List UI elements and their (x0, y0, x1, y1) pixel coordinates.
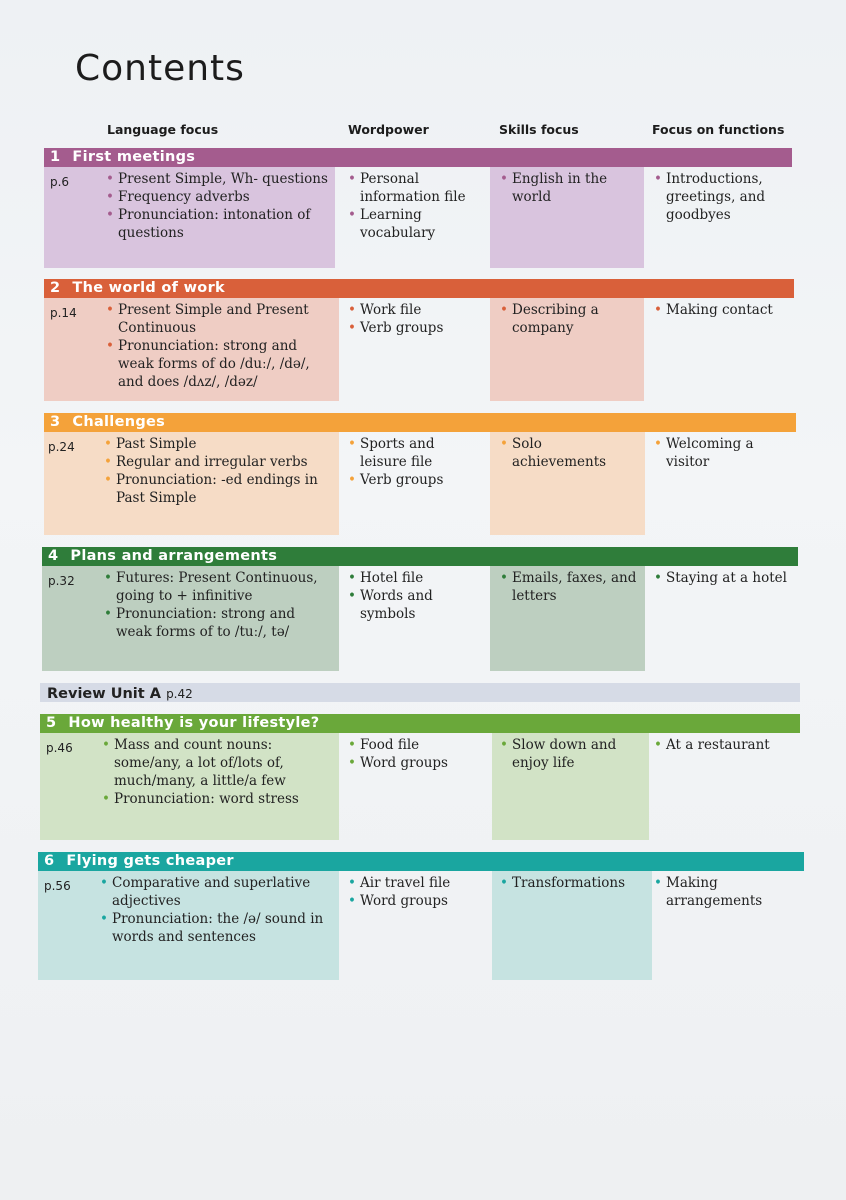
unit-page-number: p.46 (46, 741, 73, 755)
language-list (104, 569, 332, 641)
unit-title-bar (44, 413, 796, 432)
unit-page-number: p.6 (50, 175, 70, 189)
unit-title-bar (42, 547, 798, 566)
wordpower-list (348, 435, 480, 489)
skills-item: • Solo achievements (500, 435, 640, 471)
wordpower-item: • Hotel file (348, 569, 480, 587)
wordpower-list (348, 736, 480, 772)
skills-list (500, 435, 640, 471)
unit-title: Challenges (72, 414, 166, 430)
language-list (100, 874, 328, 946)
unit-title: Plans and arrangements (70, 548, 278, 564)
unit-number: 2 (50, 280, 61, 296)
functions-item: • Staying at a hotel (654, 569, 794, 587)
unit-page-number: p.14 (50, 306, 77, 320)
language-item: • Present Simple, Wh- questions (106, 170, 334, 188)
language-item: • Regular and irregular verbs (104, 453, 332, 471)
unit-number: 3 (50, 414, 61, 430)
unit-title-bar (44, 279, 794, 298)
wordpower-list (348, 874, 480, 910)
functions-list (654, 170, 794, 224)
unit-title-bar (44, 148, 792, 167)
functions-item: • Welcoming a visitor (654, 435, 794, 471)
skills-item: • Slow down and enjoy life (500, 736, 640, 772)
wordpower-item: • Verb groups (348, 319, 480, 337)
language-list (106, 301, 334, 391)
wordpower-list (348, 170, 480, 242)
language-item: • Mass and count nouns: some/any, a lot of/lots of, much/many, a little/a few (102, 736, 330, 790)
functions-list (654, 874, 794, 910)
skills-item: • English in the world (500, 170, 640, 206)
skills-item: • Describing a company (500, 301, 640, 337)
review-unit-row (40, 683, 800, 702)
language-list (104, 435, 332, 507)
skills-item: • Emails, faxes, and letters (500, 569, 640, 605)
wordpower-item: • Personal information file (348, 170, 480, 206)
wordpower-item: • Words and symbols (348, 587, 480, 623)
language-item: • Pronunciation: strong and weak forms of do /duː/, /də/, and does /dʌz/, /dəz/ (106, 337, 334, 391)
functions-list (654, 435, 794, 471)
functions-list (654, 569, 794, 587)
unit-title-bar (38, 852, 804, 871)
unit-title: First meetings (72, 149, 196, 165)
unit-title: Flying gets cheaper (66, 853, 234, 869)
unit-page-number: p.32 (48, 574, 75, 588)
review-unit-page: p.42 (166, 687, 193, 701)
wordpower-list (348, 569, 480, 623)
unit-page-number: p.24 (48, 440, 75, 454)
wordpower-item: • Learning vocabulary (348, 206, 480, 242)
skills-item: • Transformations (500, 874, 640, 892)
functions-item: • At a restaurant (654, 736, 794, 754)
unit-number: 4 (48, 548, 59, 564)
skills-list (500, 170, 640, 206)
column-header-wordpower: Wordpower (348, 122, 429, 137)
skills-list (500, 874, 640, 892)
column-header-skills-focus: Skills focus (499, 122, 579, 137)
skills-list (500, 736, 640, 772)
skills-list (500, 301, 640, 337)
language-item: • Futures: Present Continuous, going to + infinitive (104, 569, 332, 605)
functions-item: • Making arrangements (654, 874, 794, 910)
wordpower-item: • Word groups (348, 754, 480, 772)
column-header-language-focus: Language focus (107, 122, 219, 137)
unit-page-number: p.56 (44, 879, 71, 893)
wordpower-item: • Word groups (348, 892, 480, 910)
language-list (106, 170, 334, 242)
wordpower-item: • Sports and leisure file (348, 435, 480, 471)
functions-list (654, 301, 794, 319)
review-unit-title: Review Unit A (47, 686, 161, 702)
functions-item: • Making contact (654, 301, 794, 319)
unit-title: The world of work (72, 280, 225, 296)
language-list (102, 736, 330, 808)
unit-number: 6 (44, 853, 55, 869)
wordpower-item: • Work file (348, 301, 480, 319)
wordpower-item: • Air travel file (348, 874, 480, 892)
language-item: • Pronunciation: intonation of questions (106, 206, 334, 242)
language-item: • Comparative and superlative adjectives (100, 874, 328, 910)
unit-number: 5 (46, 715, 57, 731)
functions-item: • Introductions, greetings, and goodbyes (654, 170, 794, 224)
language-item: • Present Simple and Present Continuous (106, 301, 334, 337)
wordpower-item: • Verb groups (348, 471, 480, 489)
unit-title-bar (40, 714, 800, 733)
language-item: • Frequency adverbs (106, 188, 334, 206)
page-title: Contents (75, 48, 245, 89)
unit-title: How healthy is your lifestyle? (68, 715, 320, 731)
unit-number: 1 (50, 149, 61, 165)
functions-list (654, 736, 794, 754)
language-item: • Pronunciation: the /ə/ sound in words and sentences (100, 910, 328, 946)
language-item: • Pronunciation: strong and weak forms of to /tuː/, tə/ (104, 605, 332, 641)
wordpower-list (348, 301, 480, 337)
column-header-focus-on-functions: Focus on functions (652, 122, 785, 137)
language-item: • Pronunciation: -ed endings in Past Simple (104, 471, 332, 507)
language-item: • Past Simple (104, 435, 332, 453)
wordpower-item: • Food file (348, 736, 480, 754)
language-item: • Pronunciation: word stress (102, 790, 330, 808)
skills-list (500, 569, 640, 605)
